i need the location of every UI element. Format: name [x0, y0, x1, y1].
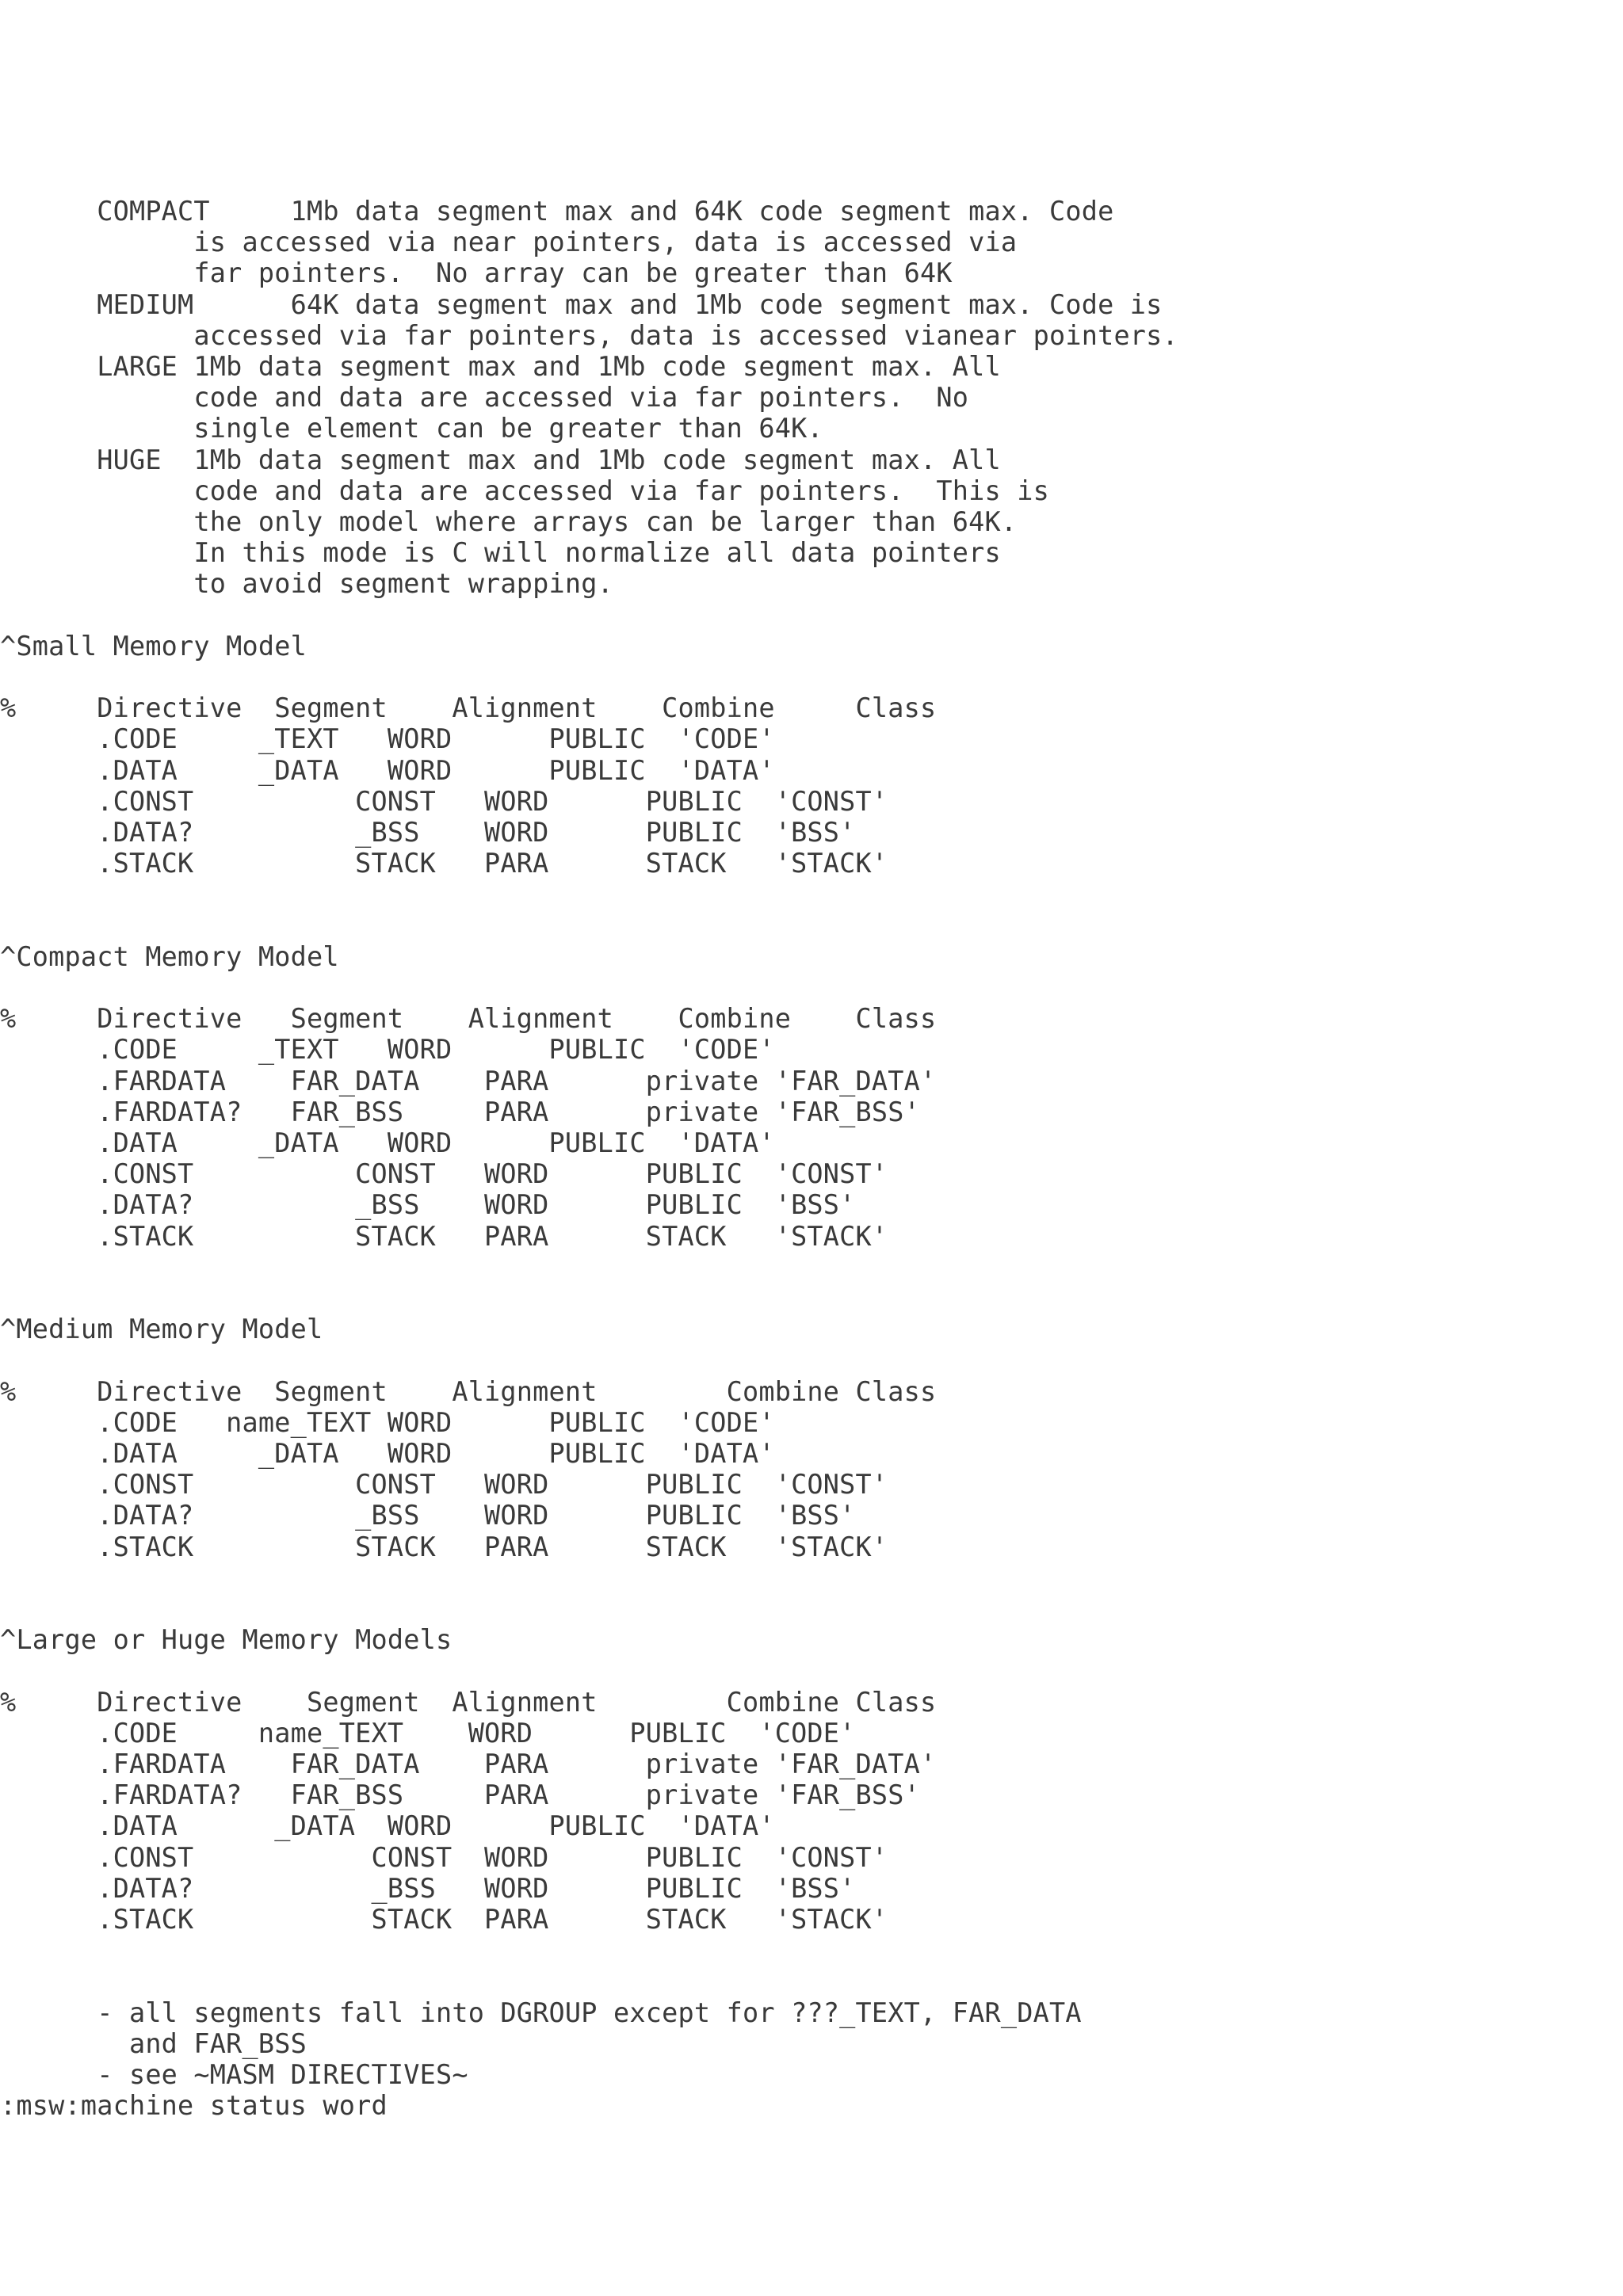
compact-table-row: .DATA _DATA WORD PUBLIC 'DATA' [0, 1127, 775, 1158]
large-huge-table-row: .FARDATA FAR_DATA PARA private 'FAR_DATA' [0, 1749, 937, 1779]
compact-table-row: .DATA? _BSS WORD PUBLIC 'BSS' [0, 1189, 856, 1220]
compact-table-row: .FARDATA FAR_DATA PARA private 'FAR_DATA' [0, 1066, 937, 1097]
large-huge-table-row: .FARDATA? FAR_BSS PARA private 'FAR_BSS' [0, 1779, 921, 1810]
compact-model-line-2: is accessed via near pointers, data is accessed via [0, 227, 1018, 257]
medium-table-header: % Directive Segment Alignment Combine Class [0, 1376, 937, 1407]
small-table-row: .STACK STACK PARA STACK 'STACK' [0, 848, 888, 879]
compact-table-row: .CONST CONST WORD PUBLIC 'CONST' [0, 1158, 888, 1189]
large-huge-table-row: .STACK STACK PARA STACK 'STACK' [0, 1904, 888, 1935]
large-huge-table-row: .CODE name_TEXT WORD PUBLIC 'CODE' [0, 1718, 856, 1749]
medium-model-heading: ^Medium Memory Model [0, 1314, 323, 1344]
compact-table-header: % Directive Segment Alignment Combine Class [0, 1003, 937, 1034]
note-line-1: - all segments fall into DGROUP except for ???_TEXT, FAR_DATA [0, 1997, 1082, 2028]
medium-table-row: .DATA? _BSS WORD PUBLIC 'BSS' [0, 1500, 856, 1531]
msw-definition-line: :msw:machine status word [0, 2090, 388, 2121]
medium-table-row: .CONST CONST WORD PUBLIC 'CONST' [0, 1469, 888, 1500]
large-model-line-1: LARGE 1Mb data segment max and 1Mb code segment max. All [0, 351, 1001, 382]
large-huge-table-row: .DATA _DATA WORD PUBLIC 'DATA' [0, 1810, 775, 1841]
small-table-row: .CONST CONST WORD PUBLIC 'CONST' [0, 786, 888, 817]
compact-model-line-1: COMPACT 1Mb data segment max and 64K code segment max. Code [0, 196, 1114, 227]
large-model-line-2: code and data are accessed via far pointers. No [0, 382, 969, 413]
large-huge-table-row: .CONST CONST WORD PUBLIC 'CONST' [0, 1842, 888, 1873]
huge-model-line-2: code and data are accessed via far pointers. This is [0, 475, 1049, 506]
small-table-row: .CODE _TEXT WORD PUBLIC 'CODE' [0, 723, 775, 754]
huge-model-line-3: the only model where arrays can be larger than 64K. [0, 506, 1018, 537]
huge-model-line-4: In this mode is C will normalize all data pointers [0, 537, 1001, 568]
small-model-heading: ^Small Memory Model [0, 631, 307, 662]
compact-model-heading: ^Compact Memory Model [0, 941, 339, 972]
large-model-line-3: single element can be greater than 64K. [0, 413, 823, 444]
small-table-header: % Directive Segment Alignment Combine Class [0, 692, 937, 723]
note-line-2: and FAR_BSS [0, 2028, 307, 2059]
medium-table-row: .CODE name_TEXT WORD PUBLIC 'CODE' [0, 1407, 775, 1438]
compact-table-row: .STACK STACK PARA STACK 'STACK' [0, 1221, 888, 1252]
compact-table-row: .FARDATA? FAR_BSS PARA private 'FAR_BSS' [0, 1097, 921, 1127]
huge-model-line-5: to avoid segment wrapping. [0, 568, 614, 599]
large-huge-table-header: % Directive Segment Alignment Combine Class [0, 1687, 937, 1718]
medium-table-row: .DATA _DATA WORD PUBLIC 'DATA' [0, 1438, 775, 1469]
small-table-row: .DATA _DATA WORD PUBLIC 'DATA' [0, 755, 775, 786]
compact-table-row: .CODE _TEXT WORD PUBLIC 'CODE' [0, 1034, 775, 1065]
large-huge-table-row: .DATA? _BSS WORD PUBLIC 'BSS' [0, 1873, 856, 1904]
small-table-row: .DATA? _BSS WORD PUBLIC 'BSS' [0, 817, 856, 848]
medium-model-line-1: MEDIUM 64K data segment max and 1Mb code segment max. Code is [0, 289, 1163, 320]
large-huge-model-heading: ^Large or Huge Memory Models [0, 1624, 453, 1655]
huge-model-line-1: HUGE 1Mb data segment max and 1Mb code segment max. All [0, 444, 1001, 475]
see-also-link[interactable]: - see ~MASM DIRECTIVES~ [0, 2059, 468, 2090]
compact-model-line-3: far pointers. No array can be greater than 64K [0, 257, 953, 288]
medium-model-line-2: accessed via far pointers, data is accessed vianear pointers. [0, 320, 1178, 351]
medium-table-row: .STACK STACK PARA STACK 'STACK' [0, 1531, 888, 1562]
